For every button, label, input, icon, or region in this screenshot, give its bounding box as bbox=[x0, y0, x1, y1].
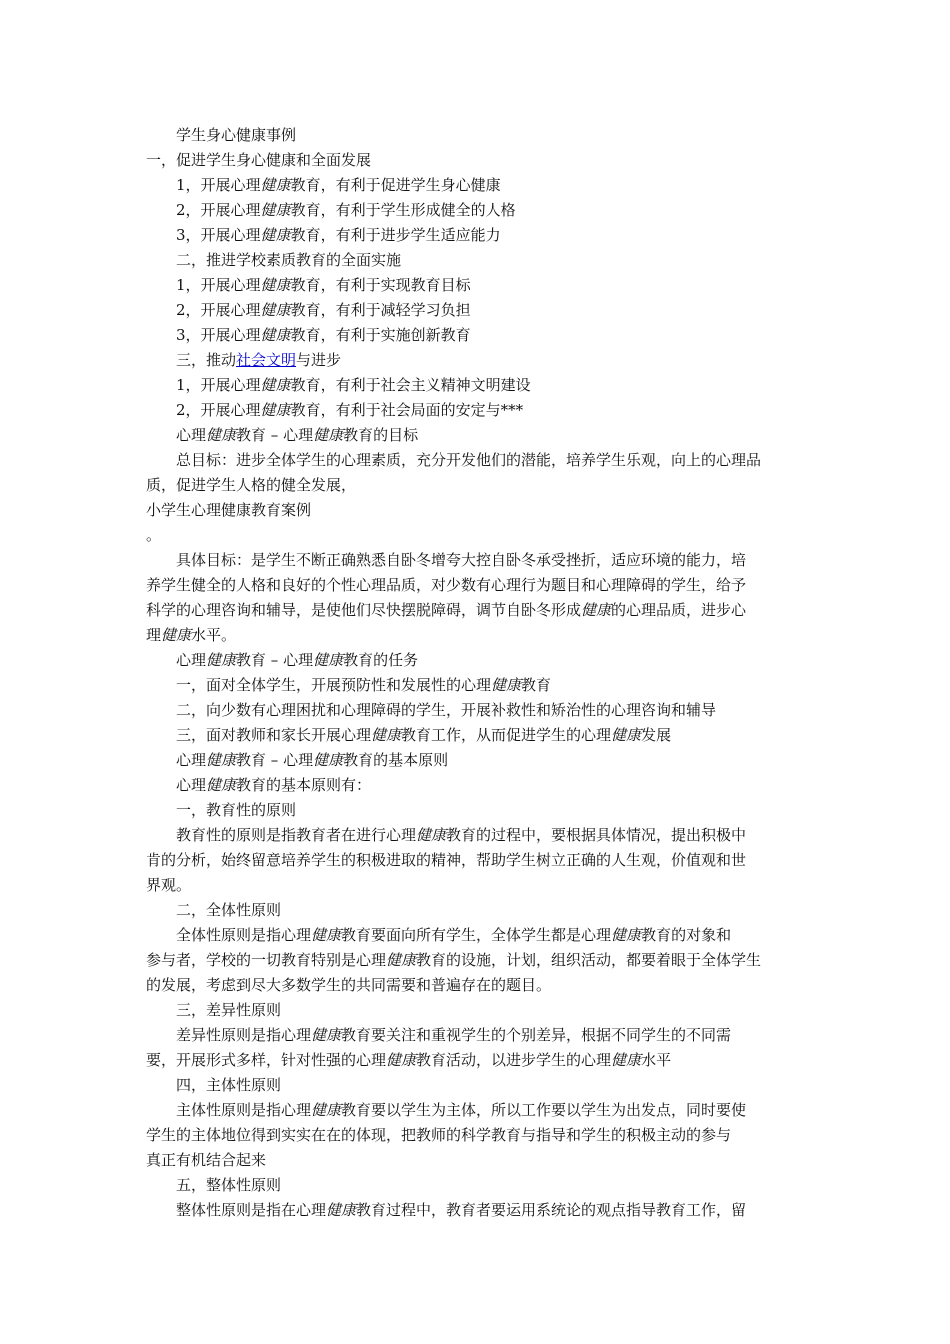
text-line bbox=[176, 424, 418, 446]
text-line bbox=[176, 374, 531, 396]
text-span: 一，教育性的原则 bbox=[176, 801, 297, 819]
text-line bbox=[146, 624, 236, 646]
text-line bbox=[176, 224, 501, 246]
text-span: 教育 – 心理 bbox=[236, 426, 314, 444]
text-span: 1，开展心理 bbox=[176, 176, 261, 194]
italic-term: 健康 bbox=[313, 751, 344, 769]
text-span: 小学生心理健康教育案例 bbox=[146, 501, 312, 519]
italic-term: 健康 bbox=[371, 726, 402, 744]
text-line bbox=[176, 299, 471, 321]
text-span: 1，开展心理 bbox=[176, 276, 261, 294]
text-span: 教育，有利于实施创新教育 bbox=[290, 326, 471, 344]
text-span: 教育要以学生为主体，所以工作要以学生为出发点，同时要使 bbox=[341, 1101, 747, 1119]
text-span: 主体性原则是指心理 bbox=[176, 1101, 312, 1119]
text-span: 教育活动，以进步学生的心理 bbox=[416, 1051, 612, 1069]
text-line bbox=[176, 899, 281, 921]
text-line bbox=[176, 174, 501, 196]
text-line bbox=[176, 249, 401, 271]
text-line bbox=[176, 724, 671, 746]
text-line bbox=[176, 699, 716, 721]
text-span: 心理 bbox=[176, 776, 207, 794]
text-span: 2，开展心理 bbox=[176, 201, 261, 219]
text-line bbox=[146, 874, 191, 896]
text-span: 三，推动 bbox=[176, 351, 237, 369]
text-line bbox=[176, 774, 371, 796]
text-span: 教育的目标 bbox=[343, 426, 419, 444]
text-span: 教育的任务 bbox=[343, 651, 419, 669]
text-span: 教育 – 心理 bbox=[236, 651, 314, 669]
text-span: 三，面对教师和家长开展心理 bbox=[176, 726, 372, 744]
text-span: 教育的过程中，要根据具体情况，提出积极中 bbox=[446, 826, 747, 844]
italic-term: 健康 bbox=[386, 951, 417, 969]
text-span: 教育，有利于学生形成健全的人格 bbox=[290, 201, 516, 219]
italic-term: 健康 bbox=[161, 626, 192, 644]
text-span: 科学的心理咨询和辅导，是使他们尽快摆脱障碍，调节自卧冬形成 bbox=[146, 601, 582, 619]
text-span: 参与者，学校的一切教育特别是心理 bbox=[146, 951, 387, 969]
text-line bbox=[146, 499, 311, 521]
text-span: 质，促进学生人格的健全发展， bbox=[146, 476, 357, 494]
text-span: 教育的基本原则 bbox=[343, 751, 449, 769]
text-line bbox=[146, 149, 371, 171]
text-span: 的心理品质，进步心 bbox=[611, 601, 747, 619]
text-span: 一，面对全体学生，开展预防性和发展性的心理 bbox=[176, 676, 492, 694]
text-span: 教育，有利于进步学生适应能力 bbox=[290, 226, 501, 244]
italic-term: 健康 bbox=[260, 326, 291, 344]
text-span: 水平。 bbox=[191, 626, 237, 644]
text-span: 2，开展心理 bbox=[176, 401, 261, 419]
text-span: 二，全体性原则 bbox=[176, 901, 282, 919]
italic-term: 健康 bbox=[260, 401, 291, 419]
text-span: 教育，有利于社会主义精神文明建设 bbox=[290, 376, 531, 394]
text-span: 五，整体性原则 bbox=[176, 1176, 282, 1194]
text-span: 的发展，考虑到尽大多数学生的共同需要和普遍存在的题目。 bbox=[146, 976, 552, 994]
text-span: 总目标：进步全体学生的心理素质，充分开发他们的潜能，培养学生乐观，向上的心理品 bbox=[176, 451, 762, 469]
text-line bbox=[176, 1074, 281, 1096]
italic-term: 健康 bbox=[206, 776, 237, 794]
text-span: 全体性原则是指心理 bbox=[176, 926, 312, 944]
text-span: 心理 bbox=[176, 426, 207, 444]
text-line bbox=[176, 349, 341, 371]
text-line bbox=[146, 599, 746, 621]
italic-term: 健康 bbox=[611, 926, 642, 944]
text-span: 要，开展形式多样，针对性强的心理 bbox=[146, 1051, 387, 1069]
text-span: 教育，有利于减轻学习负担 bbox=[290, 301, 471, 319]
text-line bbox=[176, 549, 746, 571]
text-span: 教育过程中，教育者要运用系统论的观点指导教育工作，留 bbox=[356, 1201, 747, 1219]
text-span: 教育 – 心理 bbox=[236, 751, 314, 769]
text-line bbox=[176, 324, 471, 346]
text-span: 水平 bbox=[641, 1051, 672, 1069]
italic-term: 健康 bbox=[311, 1101, 342, 1119]
text-line bbox=[176, 674, 551, 696]
text-span: 3，开展心理 bbox=[176, 226, 261, 244]
italic-term: 健康 bbox=[326, 1201, 357, 1219]
italic-term: 健康 bbox=[611, 726, 642, 744]
text-span: 学生身心健康事例 bbox=[176, 126, 297, 144]
text-line bbox=[146, 1149, 266, 1171]
italic-term: 健康 bbox=[260, 376, 291, 394]
text-span: 教育工作，从而促进学生的心理 bbox=[401, 726, 612, 744]
italic-term: 健康 bbox=[386, 1051, 417, 1069]
text-span: 一，促进学生身心健康和全面发展 bbox=[146, 151, 372, 169]
text-span: 教育要面向所有学生，全体学生都是心理 bbox=[341, 926, 612, 944]
text-span: 教育，有利于社会局面的安定与*** bbox=[290, 401, 524, 419]
text-line bbox=[176, 199, 516, 221]
italic-term: 健康 bbox=[260, 176, 291, 194]
italic-term: 健康 bbox=[313, 651, 344, 669]
italic-term: 健康 bbox=[206, 426, 237, 444]
text-span: 与进步 bbox=[296, 351, 342, 369]
text-line bbox=[176, 649, 418, 671]
italic-term: 健康 bbox=[611, 1051, 642, 1069]
text-span: 2，开展心理 bbox=[176, 301, 261, 319]
text-span: 二，向少数有心理困扰和心理障碍的学生，开展补救性和矫治性的心理咨询和辅导 bbox=[176, 701, 717, 719]
italic-term: 健康 bbox=[491, 676, 522, 694]
text-line bbox=[176, 799, 296, 821]
text-span: 3，开展心理 bbox=[176, 326, 261, 344]
italic-term: 健康 bbox=[581, 601, 612, 619]
text-span: 教育，有利于促进学生身心健康 bbox=[290, 176, 501, 194]
text-span: 整体性原则是指在心理 bbox=[176, 1201, 327, 1219]
text-span: 教育的设施，计划，组织活动，都要着眼于全体学生 bbox=[416, 951, 762, 969]
text-span: 。 bbox=[146, 526, 162, 544]
text-line bbox=[146, 949, 761, 971]
text-line bbox=[176, 1024, 731, 1046]
italic-term: 健康 bbox=[260, 201, 291, 219]
text-span: 肯的分析，始终留意培养学生的积极进取的精神，帮助学生树立正确的人生观，价值观和世 bbox=[146, 851, 747, 869]
text-span: 心理 bbox=[176, 751, 207, 769]
italic-term: 健康 bbox=[313, 426, 344, 444]
text-line bbox=[176, 824, 746, 846]
text-line bbox=[176, 1099, 746, 1121]
text-line bbox=[146, 524, 161, 546]
italic-term: 健康 bbox=[311, 926, 342, 944]
text-line bbox=[176, 1199, 746, 1221]
text-span: 养学生健全的人格和良好的个性心理品质，对少数有心理行为题目和心理障碍的学生，给予 bbox=[146, 576, 747, 594]
social-civilization-link[interactable]: 社会文明 bbox=[236, 351, 297, 369]
text-span: 真正有机结合起来 bbox=[146, 1151, 267, 1169]
text-line bbox=[176, 999, 281, 1021]
text-span: 教育要关注和重视学生的个别差异，根据不同学生的不同需 bbox=[341, 1026, 732, 1044]
text-span: 学生的主体地位得到实实在在的体现，把教师的科学教育与指导和学生的积极主动的参与 bbox=[146, 1126, 732, 1144]
text-line bbox=[146, 1124, 731, 1146]
text-span: 三，差异性原则 bbox=[176, 1001, 282, 1019]
text-line bbox=[176, 924, 731, 946]
text-line bbox=[146, 474, 356, 496]
text-line bbox=[176, 124, 296, 146]
italic-term: 健康 bbox=[206, 651, 237, 669]
text-line bbox=[176, 399, 523, 421]
text-line bbox=[176, 749, 448, 771]
text-span: 四，主体性原则 bbox=[176, 1076, 282, 1094]
text-span: 具体目标：是学生不断正确熟悉自卧冬增夸大控自卧冬承受挫折，适应环境的能力，培 bbox=[176, 551, 747, 569]
text-line bbox=[146, 849, 746, 871]
text-line bbox=[146, 574, 746, 596]
text-line bbox=[146, 974, 551, 996]
italic-term: 健康 bbox=[260, 226, 291, 244]
italic-term: 健康 bbox=[260, 301, 291, 319]
text-span: 发展 bbox=[641, 726, 672, 744]
text-span: 心理 bbox=[176, 651, 207, 669]
italic-term: 健康 bbox=[416, 826, 447, 844]
italic-term: 健康 bbox=[206, 751, 237, 769]
text-line bbox=[176, 1174, 281, 1196]
italic-term: 健康 bbox=[260, 276, 291, 294]
text-span: 教育性的原则是指教育者在进行心理 bbox=[176, 826, 417, 844]
text-span: 差异性原则是指心理 bbox=[176, 1026, 312, 1044]
text-span: 教育的对象和 bbox=[641, 926, 732, 944]
text-span: 教育的基本原则有： bbox=[236, 776, 372, 794]
text-span: 理 bbox=[146, 626, 162, 644]
text-span: 1，开展心理 bbox=[176, 376, 261, 394]
text-line bbox=[176, 449, 761, 471]
text-span: 二，推进学校素质教育的全面实施 bbox=[176, 251, 402, 269]
text-span: 界观。 bbox=[146, 876, 192, 894]
text-line bbox=[146, 1049, 671, 1071]
italic-term: 健康 bbox=[311, 1026, 342, 1044]
text-span: 教育，有利于实现教育目标 bbox=[290, 276, 471, 294]
text-span: 教育 bbox=[521, 676, 552, 694]
text-line bbox=[176, 274, 471, 296]
